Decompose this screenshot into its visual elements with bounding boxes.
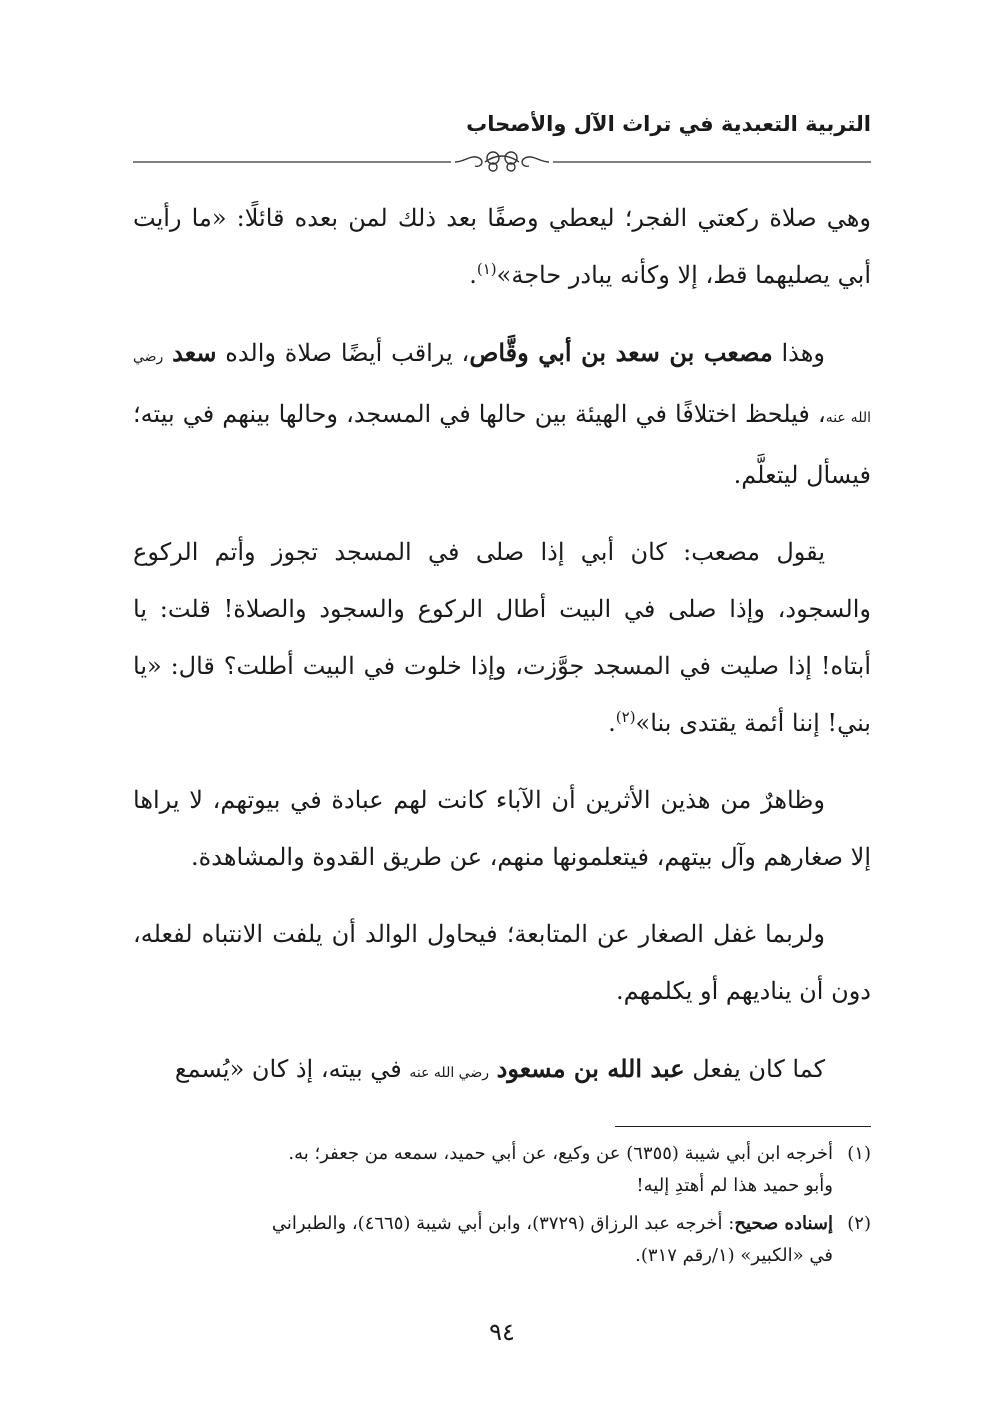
footnote-2-number: (٢) [847, 1213, 871, 1234]
honorific-glyph: رضي الله عنه [133, 349, 871, 426]
name-musab-bin-saad: مصعب بن سعد بن أبي وقَّاص [469, 338, 773, 367]
paragraph-6-text-a: كما كان يفعل [692, 1055, 825, 1083]
footnotes-section [133, 1138, 871, 1278]
footnote-2-bold-label: إسناده صحيح [734, 1213, 833, 1234]
honorific-glyph: رضي الله عنه [409, 1065, 489, 1081]
name-saad: سعد [172, 338, 217, 367]
paragraph-5: ولربما غفل الصغار عن المتابعة؛ فيحاول الوالد أن يلفت الانتباه لفعله، دون أن يناديهم أو يكلمهم. [133, 920, 871, 1005]
footnote-1-line-2: وأبو حميد هذا لم أهتدِ إليه! [636, 1175, 833, 1196]
name-abdullah-bin-masud: عبد الله بن مسعود [496, 1054, 685, 1083]
running-header-title: التربية التعبدية في تراث الآل والأصحاب [466, 112, 871, 136]
paragraph-3-end: . [608, 709, 616, 737]
main-body-text [133, 190, 871, 1122]
footnote-ref-2[interactable]: (٢) [615, 708, 636, 726]
paragraph-2-text-a: وهذا [781, 339, 826, 367]
paragraph-6 [133, 1040, 871, 1102]
paragraph-1-text: وهي صلاة ركعتي الفجر؛ ليعطي وصفًا بعد ذلك لمن بعده قائلًا: «ما رأيت أبي يصليهما قط، إلا وكأنه يبادر حاجة» [133, 204, 871, 289]
footnote-ref-1[interactable]: (١) [476, 260, 497, 278]
paragraph-2-text-c: ، يراقب أيضًا صلاة والده [225, 339, 470, 367]
footnote-2 [133, 1208, 871, 1272]
paragraph-1 [133, 190, 871, 304]
footnote-2-line-2: في «الكبير» (١/رقم ٣١٧). [635, 1245, 833, 1266]
footnote-separator [615, 1126, 871, 1127]
paragraph-3-text: يقول مصعب: كان أبي إذا صلى في المسجد تجوز وأتم الركوع والسجود، وإذا صلى في البيت أطال الركوع والسجود والصلاة! قلت: يا أبتاه! إذا صليت في المسجد جوَّزت، وإذا خلوت في البيت أطلت؟ قال: «يا بني! إننا أئمة يقتدى بنا» [133, 538, 871, 737]
paragraph-2-text-f: ، فيلحظ اختلافًا في الهيئة بين حالها في المسجد، وحالها بينهم في بيته؛ فيسأل ليتعلَّم. [133, 400, 871, 489]
paragraph-1-end: . [469, 261, 477, 289]
paragraph-6-text-d: في بيته، إذ كان «يُسمع [174, 1055, 402, 1083]
footnote-2-line-1: : أخرجه عبد الرزاق (٣٧٢٩)، وابن أبي شيبة (٤٦٦٥)، والطبراني [271, 1213, 735, 1234]
page-number: ٩٤ [489, 1318, 515, 1346]
footnote-1-line-1: أخرجه ابن أبي شيبة (٦٣٥٥) عن وكيع، عن أبي حميد، سمعه من جعفر؛ به. [288, 1143, 833, 1164]
paragraph-3 [133, 524, 871, 752]
footnote-1 [133, 1138, 871, 1202]
paragraph-2 [133, 324, 871, 504]
footnote-1-number: (١) [847, 1143, 871, 1164]
header-divider-ornament [133, 148, 871, 176]
paragraph-4: وظاهرٌ من هذين الأثرين أن الآباء كانت لهم عبادة في بيوتهم، لا يراها إلا صغارهم وآل بيتهم، فيتعلمونها منهم، عن طريق القدوة والمشاهدة. [133, 786, 871, 871]
